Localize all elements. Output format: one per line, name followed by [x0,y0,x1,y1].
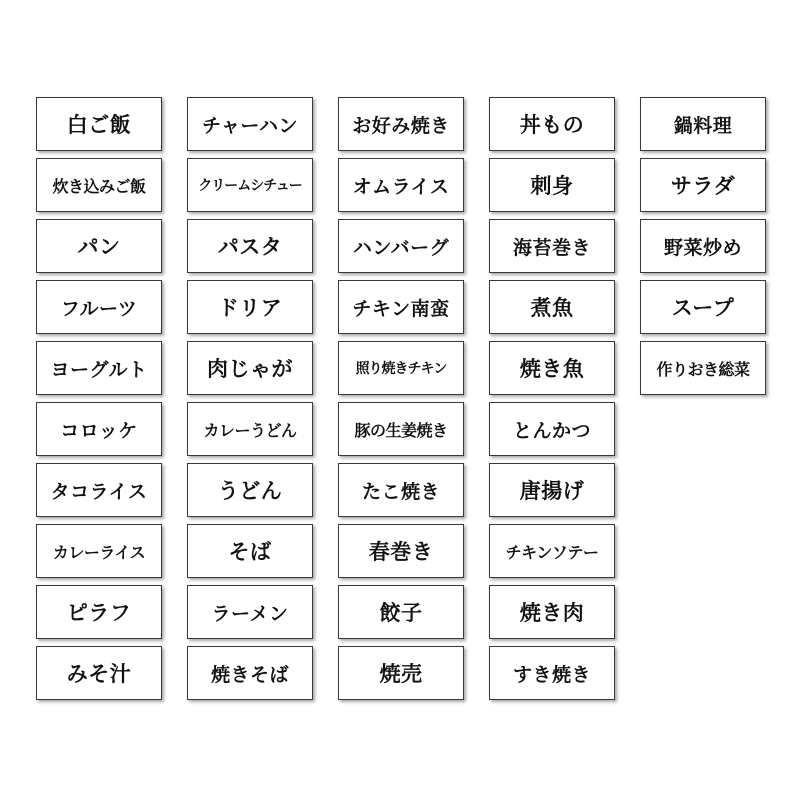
food-label-curryrice: カレーライス [36,524,162,578]
food-label-okonomiyaki: お好み焼き [338,97,464,151]
food-label-nizakana: 煮魚 [489,280,615,334]
food-label-pasta: パスタ [187,219,313,273]
food-label-doria: ドリア [187,280,313,334]
food-label-shirogohan: 白ご飯 [36,97,162,151]
food-label-norimaki: 海苔巻き [489,219,615,273]
food-label-salad: サラダ [640,158,766,212]
food-label-tonkatsu: とんかつ [489,402,615,456]
food-label-chickennanban: チキン南蛮 [338,280,464,334]
food-label-chahan: チャーハン [187,97,313,151]
food-label-soba: そば [187,524,313,578]
food-label-creamstew: クリームシチュー [187,158,313,212]
food-label-donmono: 丼もの [489,97,615,151]
label-grid [36,97,766,700]
food-label-ramen: ラーメン [187,585,313,639]
food-label-omurice: オムライス [338,158,464,212]
food-label-hamburg: ハンバーグ [338,219,464,273]
food-label-curryudon: カレーうどん [187,402,313,456]
food-label-sashimi: 刺身 [489,158,615,212]
food-label-takoyaki: たこ焼き [338,463,464,517]
food-label-tsukurioki: 作りおき総菜 [640,341,766,395]
food-label-yakiniku: 焼き肉 [489,585,615,639]
food-label-yogurt: ヨーグルト [36,341,162,395]
food-label-gyoza: 餃子 [338,585,464,639]
food-label-yasaiitame: 野菜炒め [640,219,766,273]
food-label-pan: パン [36,219,162,273]
food-label-harumaki: 春巻き [338,524,464,578]
food-label-tacorice: タコライス [36,463,162,517]
food-label-karaage: 唐揚げ [489,463,615,517]
food-label-butanoshogayaki: 豚の生姜焼き [338,402,464,456]
food-label-nabe: 鍋料理 [640,97,766,151]
food-label-shumai: 焼売 [338,646,464,700]
food-label-takikomigohan: 炊き込みご飯 [36,158,162,212]
food-label-sukiyaki: すき焼き [489,646,615,700]
food-label-misoshiru: みそ汁 [36,646,162,700]
food-label-chickensaute: チキンソテー [489,524,615,578]
food-label-soup: スープ [640,280,766,334]
food-label-korokke: コロッケ [36,402,162,456]
food-label-udon: うどん [187,463,313,517]
food-label-nikujaga: 肉じゃが [187,341,313,395]
food-label-yakisoba: 焼きそば [187,646,313,700]
food-label-yakizakana: 焼き魚 [489,341,615,395]
food-label-teriyakichicken: 照り焼きチキン [338,341,464,395]
food-label-fruits: フルーツ [36,280,162,334]
food-label-pilaf: ピラフ [36,585,162,639]
